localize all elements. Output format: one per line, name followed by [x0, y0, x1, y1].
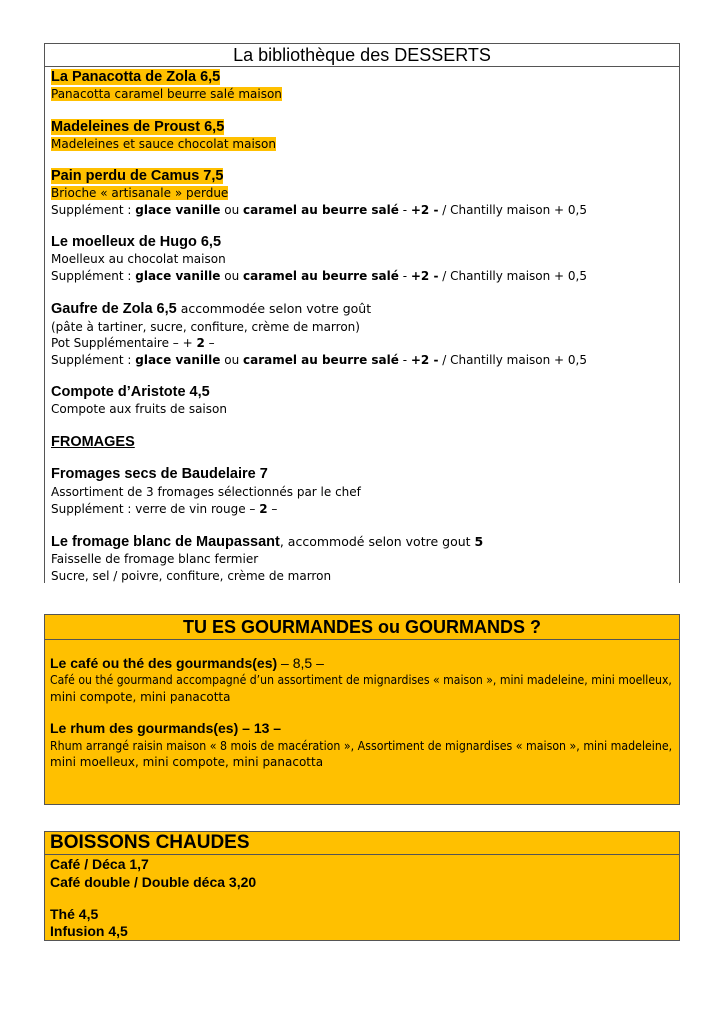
- fromage-baudelaire-desc: Assortiment de 3 fromages sélectionnés par le chef: [51, 485, 361, 499]
- dessert-madeleines-name: Madeleines de Proust 6,5: [51, 119, 225, 135]
- boisson-item: Café / Déca 1,7: [50, 856, 149, 872]
- desserts-section: [44, 43, 680, 583]
- rhum-gourmand-desc: mini moelleux, mini compote, mini panacotta: [50, 755, 324, 769]
- dessert-pain-perdu-desc: Brioche « artisanale » perdue: [51, 186, 229, 200]
- gourmands-section: [44, 614, 680, 805]
- dessert-gaufre-name: Gaufre de Zola 6,5 accommodée selon votre goût: [51, 301, 372, 317]
- boisson-item: Thé 4,5: [50, 906, 99, 922]
- fromage-maupassant-desc: Sucre, sel / poivre, confiture, crème de marron: [51, 569, 332, 583]
- gourmands-title: TU ES GOURMANDES ou GOURMANDS ?: [45, 615, 679, 640]
- dessert-gaufre-pot: Pot Supplémentaire – + 2 –: [51, 336, 215, 350]
- fromages-heading: FROMAGES: [51, 434, 135, 450]
- cafe-gourmand-name: Le café ou thé des gourmands(es) – 8,5 –: [50, 655, 324, 671]
- dessert-moelleux-name: Le moelleux de Hugo 6,5: [51, 234, 222, 250]
- fromage-maupassant-desc: Faisselle de fromage blanc fermier: [51, 552, 259, 566]
- dessert-panacotta-desc: Panacotta caramel beurre salé maison: [51, 87, 282, 101]
- supplement-line: Supplément : glace vanille ou caramel au beurre salé - +2 - / Chantilly maison + 0,5: [51, 269, 588, 283]
- boissons-title: BOISSONS CHAUDES: [45, 832, 679, 855]
- supplement-line: Supplément : glace vanille ou caramel au beurre salé - +2 - / Chantilly maison + 0,5: [51, 203, 588, 217]
- boisson-item: Café double / Double déca 3,20: [50, 874, 257, 890]
- rhum-gourmand-desc: Rhum arrangé raisin maison « 8 mois de macération », Assortiment de mignardises « maison », mini madeleine,: [50, 739, 673, 753]
- rhum-gourmand-name: Le rhum des gourmands(es) – 13 –: [50, 720, 282, 736]
- dessert-moelleux-desc: Moelleux au chocolat maison: [51, 252, 226, 266]
- dessert-pain-perdu-name: Pain perdu de Camus 7,5: [51, 168, 224, 184]
- dessert-compote-name: Compote d’Aristote 4,5: [51, 384, 210, 400]
- dessert-madeleines-desc: Madeleines et sauce chocolat maison: [51, 137, 276, 151]
- fromage-baudelaire-supplement: Supplément : verre de vin rouge – 2 –: [51, 502, 278, 516]
- fromage-maupassant-name: Le fromage blanc de Maupassant, accommodé selon votre gout 5: [51, 534, 484, 550]
- supplement-line: Supplément : glace vanille ou caramel au beurre salé - +2 - / Chantilly maison + 0,5: [51, 353, 588, 367]
- dessert-gaufre-desc: (pâte à tartiner, sucre, confiture, crème de marron): [51, 320, 360, 334]
- cafe-gourmand-desc: Café ou thé gourmand accompagné d’un assortiment de mignardises « maison », mini madeleine, mini moelleux,: [50, 673, 672, 687]
- desserts-title: La bibliothèque des DESSERTS: [45, 44, 679, 67]
- fromage-baudelaire-name: Fromages secs de Baudelaire 7: [51, 466, 268, 482]
- dessert-panacotta-name: La Panacotta de Zola 6,5: [51, 69, 221, 85]
- boissons-section: [44, 831, 680, 941]
- dessert-compote-desc: Compote aux fruits de saison: [51, 402, 227, 416]
- cafe-gourmand-desc: mini compote, mini panacotta: [50, 690, 231, 704]
- boisson-item: Infusion 4,5: [50, 923, 128, 939]
